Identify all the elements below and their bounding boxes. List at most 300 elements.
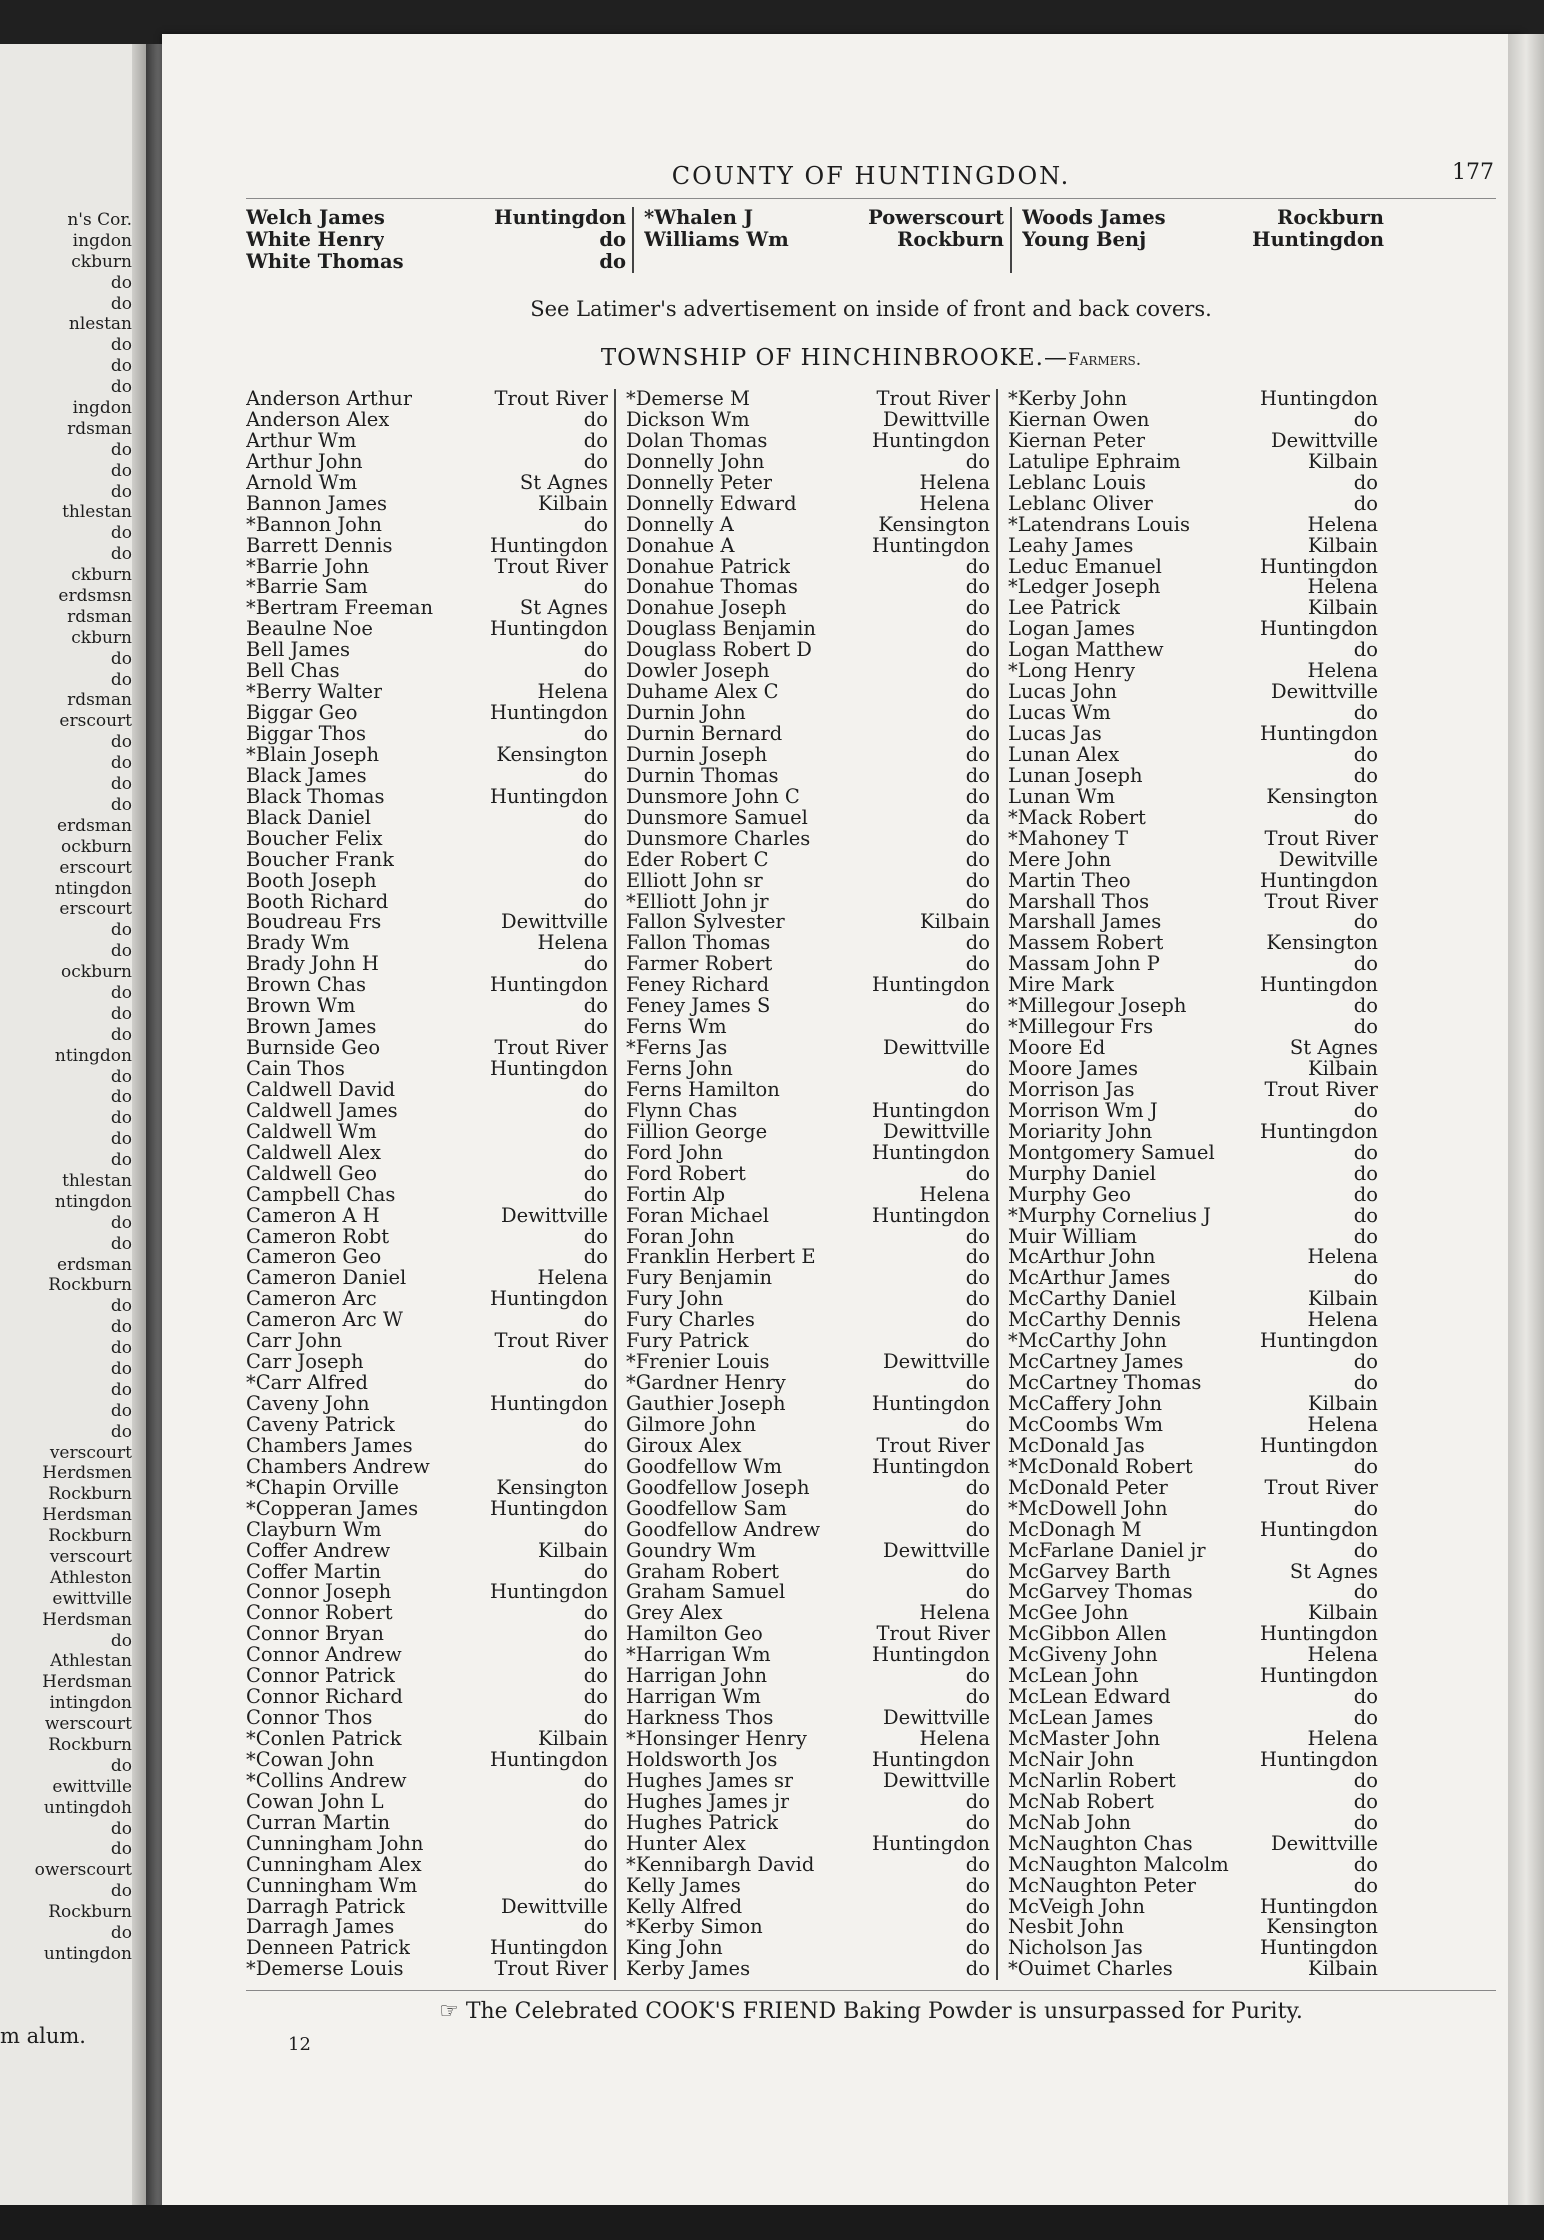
entry-place: do xyxy=(965,1373,990,1394)
directory-entry xyxy=(1008,871,1378,892)
entry-name: Moore Ed xyxy=(1008,1038,1106,1059)
directory-entry xyxy=(1008,557,1378,578)
entry-place: Kilbain xyxy=(1308,598,1378,620)
entry-place: do xyxy=(1353,1854,1378,1876)
entry-name: Donahue Patrick xyxy=(626,556,791,578)
entry-place: Rockburn xyxy=(897,229,1004,251)
entry-name: *Bannon John xyxy=(246,514,382,536)
entry-place: do xyxy=(583,1666,608,1688)
directory-entry xyxy=(246,975,608,996)
entry-place: do xyxy=(1353,1142,1378,1164)
entry-place: do xyxy=(1353,1812,1378,1834)
directory-entry xyxy=(246,473,608,494)
entry-name: McMaster John xyxy=(1008,1729,1161,1750)
entry-name: Brown James xyxy=(246,1017,377,1039)
entry-name: Martin Theo xyxy=(1008,870,1131,892)
directory-entry xyxy=(246,892,608,913)
directory-entry xyxy=(246,1582,608,1603)
directory-entry xyxy=(1008,494,1378,515)
directory-entry xyxy=(626,1582,990,1603)
left-page-line: nlestan xyxy=(68,314,132,335)
entry-place: do xyxy=(1353,703,1378,724)
entry-name: Connor Richard xyxy=(246,1687,403,1709)
entry-place: Kilbain xyxy=(1308,1959,1378,1981)
entry-place: do xyxy=(965,640,990,662)
directory-entry xyxy=(1008,1185,1378,1206)
entry-place: Huntingdon xyxy=(871,535,990,557)
entry-place: do xyxy=(1353,912,1378,934)
directory-entry xyxy=(1008,1729,1378,1750)
directory-entry xyxy=(246,850,608,871)
entry-place: do xyxy=(965,661,990,683)
directory-entry xyxy=(246,1687,608,1708)
entry-name: McCartney Thomas xyxy=(1008,1373,1202,1394)
directory-entry xyxy=(246,640,608,661)
entry-place: do xyxy=(1353,744,1378,766)
directory-entry xyxy=(626,1164,990,1185)
directory-entry xyxy=(626,682,990,703)
directory-entry xyxy=(246,1227,608,1248)
entry-place: Kilbain xyxy=(1308,1289,1378,1311)
directory-entry xyxy=(626,1541,990,1562)
entry-name: Lunan Alex xyxy=(1008,744,1120,766)
entry-name: Donahue Thomas xyxy=(626,577,798,599)
entry-place: do xyxy=(1353,409,1378,431)
entry-name: Fallon Thomas xyxy=(626,933,771,955)
entry-place: do xyxy=(965,1561,990,1583)
directory-entry xyxy=(626,557,990,578)
left-page-line: do xyxy=(110,439,132,460)
directory-entry xyxy=(1008,808,1378,829)
directory-entry xyxy=(626,1603,990,1624)
directory-entry xyxy=(246,1813,608,1834)
entry-name: Chambers Andrew xyxy=(246,1456,430,1478)
entry-name: Massam John P xyxy=(1008,954,1160,976)
entry-place: do xyxy=(1353,1582,1378,1604)
page-number: 177 xyxy=(1452,160,1494,185)
entry-place: do xyxy=(1353,1184,1378,1206)
entry-name: Bell Chas xyxy=(246,661,340,683)
entry-name: Dickson Wm xyxy=(626,409,750,431)
entry-place: Kensington xyxy=(496,744,608,766)
entry-name: Donahue Joseph xyxy=(626,598,787,620)
entry-place: Huntingdon xyxy=(1259,556,1378,578)
left-page-line: ewittville xyxy=(52,1776,132,1797)
left-page-line: erscourt xyxy=(59,899,132,920)
farmers-column-1 xyxy=(246,389,608,1980)
entry-name: Welch James xyxy=(246,207,385,229)
entry-place: Dewittville xyxy=(1270,682,1378,704)
directory-entry xyxy=(246,494,608,515)
directory-entry xyxy=(626,536,990,557)
entry-name: Graham Robert xyxy=(626,1561,780,1583)
entry-name: Hughes Patrick xyxy=(626,1812,779,1834)
left-page-line: thlestan xyxy=(62,502,132,523)
directory-entry xyxy=(246,1562,608,1583)
entry-place: Kensington xyxy=(1266,933,1378,955)
entry-name: McVeigh John xyxy=(1008,1896,1145,1918)
entry-place: do xyxy=(965,1875,990,1897)
left-page-line: erscourt xyxy=(59,857,132,878)
left-page-line: ingdon xyxy=(72,230,132,251)
directory-entry xyxy=(246,1122,608,1143)
left-page-line: do xyxy=(110,774,132,795)
directory-entry xyxy=(626,1122,990,1143)
directory-entry xyxy=(246,389,608,410)
directory-entry xyxy=(1008,1164,1378,1185)
entry-place: do xyxy=(1353,1687,1378,1709)
directory-entry xyxy=(246,1101,608,1122)
entry-place: Huntingdon xyxy=(1259,1938,1378,1960)
entry-place: Kilbain xyxy=(538,493,608,515)
directory-entry xyxy=(626,766,990,787)
directory-entry xyxy=(246,703,608,724)
entry-name: Dowler Joseph xyxy=(626,661,770,683)
left-page-line: ockburn xyxy=(61,836,132,857)
directory-entry xyxy=(246,1855,608,1876)
directory-entry xyxy=(1008,1582,1378,1603)
entry-name: McGarvey Thomas xyxy=(1008,1582,1193,1604)
entry-name: Brady Wm xyxy=(246,933,350,955)
entry-name: Woods James xyxy=(1022,207,1166,229)
directory-entry xyxy=(246,1959,608,1980)
entry-place: do xyxy=(583,1142,608,1164)
entry-name: McDonagh M xyxy=(1008,1519,1142,1541)
entry-name: Caldwell Wm xyxy=(246,1121,377,1143)
entry-place: do xyxy=(583,849,608,871)
directory-entry xyxy=(246,808,608,829)
directory-entry xyxy=(246,557,608,578)
entry-name: *Bertram Freeman xyxy=(246,598,434,620)
entry-place: do xyxy=(965,954,990,976)
entry-name: McGibbon Allen xyxy=(1008,1624,1167,1646)
entry-name: Arthur Wm xyxy=(246,430,357,452)
entry-name: Caldwell James xyxy=(246,1100,398,1122)
entry-name: Black Daniel xyxy=(246,807,371,829)
left-page-line: do xyxy=(110,1212,132,1233)
entry-name: Darragh Patrick xyxy=(246,1896,405,1918)
directory-entry xyxy=(1008,661,1378,682)
directory-entry xyxy=(626,850,990,871)
directory-entry xyxy=(1008,1666,1378,1687)
entry-place: Trout River xyxy=(1264,1079,1378,1101)
entry-place: do xyxy=(965,1812,990,1834)
entry-place: do xyxy=(965,1079,990,1101)
entry-place: do xyxy=(965,1289,990,1311)
township-heading xyxy=(246,345,1496,371)
entry-name: Ferns Wm xyxy=(626,1017,727,1039)
left-page-line: do xyxy=(110,920,132,941)
directory-entry xyxy=(246,1436,608,1457)
entry-name: Brown Chas xyxy=(246,975,366,997)
directory-entry xyxy=(626,1101,990,1122)
directory-entry xyxy=(246,933,608,954)
entry-name: Feney Richard xyxy=(626,975,770,997)
entry-name: Goodfellow Joseph xyxy=(626,1477,810,1499)
directory-entry xyxy=(246,1352,608,1373)
entry-name: Arthur John xyxy=(246,451,363,473)
entry-name: Ford John xyxy=(626,1142,723,1164)
directory-entry xyxy=(246,1876,608,1897)
left-page-line: do xyxy=(110,1003,132,1024)
farmers-column-3 xyxy=(1004,389,1378,1980)
entry-name: Grey Alex xyxy=(626,1603,723,1625)
left-page-line: do xyxy=(110,523,132,544)
entry-name: Montgomery Samuel xyxy=(1008,1142,1215,1164)
entry-place: Huntingdon xyxy=(489,535,608,557)
entry-name: Donahue A xyxy=(626,535,735,557)
directory-entry xyxy=(626,410,990,431)
left-page-line: do xyxy=(110,356,132,377)
entry-name: Massem Robert xyxy=(1008,933,1164,955)
directory-page xyxy=(162,34,1522,2210)
column-divider xyxy=(990,389,1004,1980)
directory-entry xyxy=(1008,1624,1378,1645)
directory-entry xyxy=(626,1938,990,1959)
left-page-line: thlestan xyxy=(62,1170,132,1191)
entry-name: Leahy James xyxy=(1008,535,1134,557)
entry-place: do xyxy=(583,1079,608,1101)
directory-entry xyxy=(246,1310,608,1331)
entry-name: *Ouimet Charles xyxy=(1008,1959,1173,1981)
directory-entry xyxy=(1008,1059,1378,1080)
entry-name: Fury Benjamin xyxy=(626,1268,773,1290)
left-page-line: do xyxy=(110,1379,132,1400)
directory-entry xyxy=(1008,975,1378,996)
entry-place: do xyxy=(583,1163,608,1185)
left-page-line: do xyxy=(110,335,132,356)
footer-text: The Celebrated COOK'S FRIEND Baking Powder is unsurpassed for Purity. xyxy=(465,1999,1303,2025)
directory-entry xyxy=(246,1394,608,1415)
farmers-table xyxy=(246,389,1378,1980)
directory-entry xyxy=(1008,536,1378,557)
directory-entry xyxy=(626,1373,990,1394)
entry-name: Logan James xyxy=(1008,619,1136,641)
entry-place: do xyxy=(965,1498,990,1520)
entry-name: *Mack Robert xyxy=(1008,807,1146,829)
entry-name: Leblanc Louis xyxy=(1008,472,1147,494)
left-page-line: n's Cor. xyxy=(67,210,132,230)
entry-place: do xyxy=(1353,472,1378,494)
entry-place: do xyxy=(583,828,608,850)
entry-place: do xyxy=(599,251,626,273)
entry-name: McCoombs Wm xyxy=(1008,1414,1164,1436)
directory-entry xyxy=(626,1897,990,1918)
entry-place: do xyxy=(583,1373,608,1394)
entry-place: Dewittville xyxy=(882,1352,990,1374)
directory-entry xyxy=(626,1415,990,1436)
entry-name: Fury Patrick xyxy=(626,1331,749,1353)
entry-place: do xyxy=(965,619,990,641)
entry-name: McDonald Peter xyxy=(1008,1477,1168,1499)
left-page-line: verscourt xyxy=(49,1547,132,1567)
entry-place: do xyxy=(583,1100,608,1122)
scan-bottom-border xyxy=(0,2205,1544,2240)
entry-place: Helena xyxy=(1307,514,1378,536)
left-page-fragment xyxy=(0,44,146,2212)
entry-name: *McCarthy John xyxy=(1008,1331,1167,1353)
left-page-line: do xyxy=(110,794,132,815)
directory-entry xyxy=(1008,1415,1378,1436)
entry-place: do xyxy=(965,451,990,473)
directory-entry xyxy=(1008,1708,1378,1729)
entry-place: do xyxy=(965,724,990,745)
directory-entry xyxy=(246,1645,608,1666)
left-page-line: Rockburn xyxy=(48,1902,132,1923)
directory-entry xyxy=(1008,703,1378,724)
directory-entry xyxy=(246,1247,608,1268)
directory-entry xyxy=(246,1289,608,1310)
directory-entry xyxy=(1008,1603,1378,1624)
directory-entry xyxy=(626,1394,990,1415)
entry-place: do xyxy=(1353,765,1378,787)
entry-place: do xyxy=(583,870,608,892)
left-page-line: do xyxy=(110,460,132,481)
entry-place: Helena xyxy=(1307,1645,1378,1667)
entry-name: *Copperan James xyxy=(246,1498,419,1520)
entry-name: McGiveny John xyxy=(1008,1645,1158,1667)
entry-place: do xyxy=(965,682,990,704)
entry-place: Huntingdon xyxy=(1259,389,1378,410)
left-page-line: ntingdon xyxy=(54,1191,132,1212)
entry-name: Foran Michael xyxy=(626,1205,769,1227)
left-page-line: do xyxy=(110,1818,132,1839)
directory-entry xyxy=(246,207,626,229)
entry-place: Huntingdon xyxy=(494,207,626,229)
entry-place: do xyxy=(1353,954,1378,976)
column-divider xyxy=(1004,207,1018,273)
directory-entry xyxy=(1008,1897,1378,1918)
entry-name: Black James xyxy=(246,765,367,787)
entry-place: do xyxy=(965,870,990,892)
entry-name: White Henry xyxy=(246,229,385,251)
entry-place: do xyxy=(965,1477,990,1499)
directory-entry xyxy=(246,1268,608,1289)
left-page-line: untingdon xyxy=(43,1943,132,1964)
entry-place: do xyxy=(965,1268,990,1290)
entry-place: Dewittville xyxy=(1270,1833,1378,1855)
entry-place: Kilbain xyxy=(538,1729,608,1750)
directory-entry xyxy=(626,1038,990,1059)
entry-name: *Frenier Louis xyxy=(626,1352,770,1374)
entry-place: do xyxy=(583,1603,608,1625)
entry-name: McCarthy Dennis xyxy=(1008,1310,1181,1332)
entry-name: Lucas Jas xyxy=(1008,724,1102,745)
directory-entry xyxy=(626,787,990,808)
left-page-line: do xyxy=(110,1150,132,1171)
entry-place: do xyxy=(583,1624,608,1646)
directory-entry xyxy=(626,1917,990,1938)
left-page-line: ockburn xyxy=(61,962,132,983)
directory-entry xyxy=(626,871,990,892)
entry-place: do xyxy=(583,640,608,662)
directory-entry xyxy=(1008,577,1378,598)
entry-name: Goodfellow Wm xyxy=(626,1456,782,1478)
entry-place: Huntingdon xyxy=(489,1059,608,1080)
directory-entry xyxy=(1008,682,1378,703)
entry-place: do xyxy=(1353,1268,1378,1290)
directory-entry xyxy=(246,1080,608,1101)
entry-name: McLean Edward xyxy=(1008,1687,1171,1709)
left-page-line: Herdsman xyxy=(42,1672,132,1693)
directory-entry xyxy=(1008,1855,1378,1876)
directory-entry xyxy=(1008,1813,1378,1834)
directory-entry xyxy=(626,1771,990,1792)
entry-name: *Ferns Jas xyxy=(626,1038,728,1059)
entry-name: *McDonald Robert xyxy=(1008,1456,1193,1478)
entry-name: *Carr Alfred xyxy=(246,1373,369,1394)
entry-place: Huntingdon xyxy=(489,1582,608,1604)
entry-place: Helena xyxy=(1307,1729,1378,1750)
entry-place: do xyxy=(965,598,990,620)
entry-place: do xyxy=(583,1414,608,1436)
directory-entry xyxy=(626,640,990,661)
entry-place: do xyxy=(583,430,608,452)
left-page-line: do xyxy=(110,1421,132,1442)
entry-name: McCartney James xyxy=(1008,1352,1184,1374)
directory-entry xyxy=(1008,515,1378,536)
entry-place: do xyxy=(965,703,990,724)
left-page-line: do xyxy=(110,377,132,398)
directory-entry xyxy=(1008,640,1378,661)
entry-name: Cowan John L xyxy=(246,1791,384,1813)
entry-place: do xyxy=(1353,1770,1378,1792)
entry-name: Nicholson Jas xyxy=(1008,1938,1143,1960)
entry-place: Trout River xyxy=(876,389,990,410)
entry-name: Mire Mark xyxy=(1008,975,1114,997)
entry-name: Gauthier Joseph xyxy=(626,1394,786,1415)
entry-place: do xyxy=(965,1310,990,1332)
entry-name: Biggar Geo xyxy=(246,703,358,724)
directory-entry xyxy=(1008,954,1378,975)
directory-entry xyxy=(1008,389,1378,410)
entry-place: Huntingdon xyxy=(489,619,608,641)
entry-name: McNaughton Malcolm xyxy=(1008,1854,1229,1876)
entry-name: *Elliott John jr xyxy=(626,891,769,913)
entry-name: Lucas John xyxy=(1008,682,1117,704)
entry-place: do xyxy=(1353,1791,1378,1813)
farmers-column-2 xyxy=(622,389,990,1980)
entry-name: *Murphy Cornelius J xyxy=(1008,1205,1211,1227)
entry-name: Connor Andrew xyxy=(246,1645,402,1667)
entry-place: Dewittville xyxy=(882,1038,990,1059)
entry-name: Cameron Geo xyxy=(246,1247,382,1269)
entry-place: Kilbain xyxy=(538,1540,608,1562)
left-page-line: do xyxy=(110,1839,132,1860)
entry-name: Beaulne Noe xyxy=(246,619,373,641)
entry-name: Giroux Alex xyxy=(626,1435,742,1457)
entry-place: Trout River xyxy=(494,389,608,410)
entry-place: do xyxy=(965,1163,990,1185)
entry-name: Denneen Patrick xyxy=(246,1938,411,1960)
entry-name: Hamilton Geo xyxy=(626,1624,763,1646)
entry-place: Huntingdon xyxy=(489,1749,608,1771)
entry-name: Leblanc Oliver xyxy=(1008,493,1153,515)
entry-place: do xyxy=(1353,1540,1378,1562)
directory-entry xyxy=(246,1457,608,1478)
entry-name: *Demerse Louis xyxy=(246,1959,404,1981)
directory-entry xyxy=(1008,1499,1378,1520)
entry-name: Bell James xyxy=(246,640,351,662)
entry-place: Trout River xyxy=(494,1331,608,1353)
directory-entry xyxy=(1008,1122,1378,1143)
left-page-footer: m alum. xyxy=(0,2024,86,2048)
entry-place: do xyxy=(583,1708,608,1729)
entry-name: McArthur James xyxy=(1008,1268,1171,1290)
entry-place: do xyxy=(965,765,990,787)
entry-name: McGee John xyxy=(1008,1603,1129,1625)
entry-place: Huntingdon xyxy=(1259,724,1378,745)
